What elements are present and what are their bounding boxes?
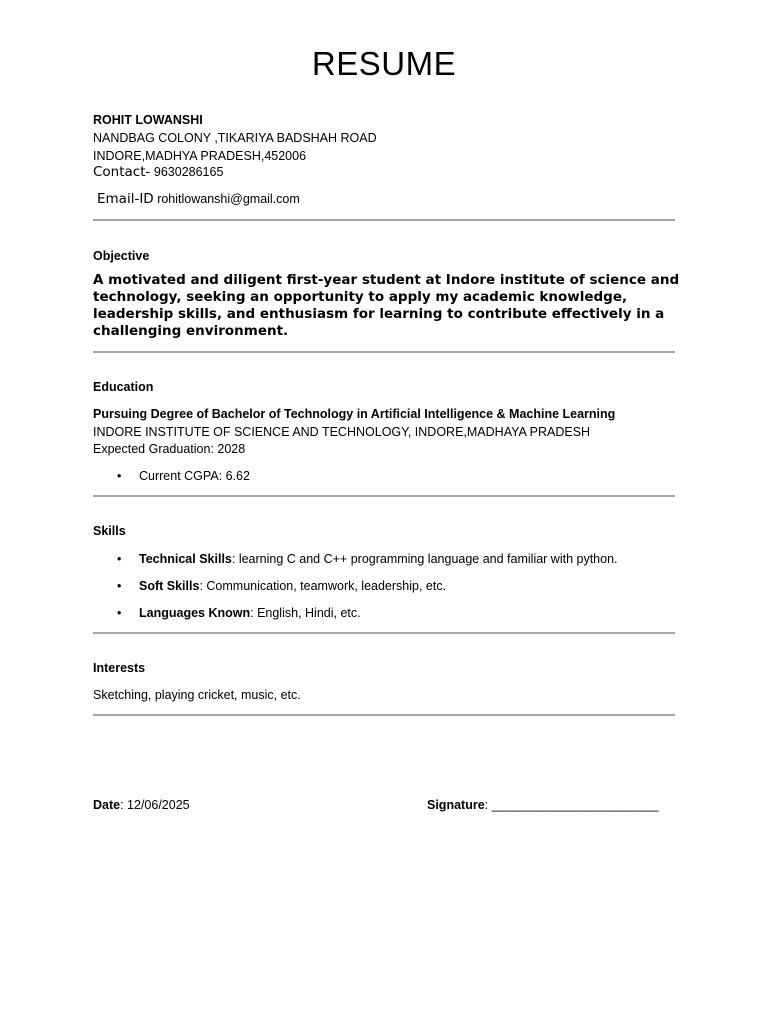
skill-item <box>117 578 446 594</box>
education-cgpa-item <box>117 468 250 484</box>
contact-label: Contact- <box>93 164 151 180</box>
education-heading: Education <box>93 380 154 394</box>
contact-phone: 9630286165 <box>153 165 224 179</box>
objective-text: A motivated and diligent first-year student at Indore institute of science and technology, seeking an opportunity to apply my academic knowledge, leadership skills, and enthusiasm for learning to contribute effectively in a challenging environment. <box>93 272 680 339</box>
signature-line <box>427 797 658 813</box>
skill-item <box>117 605 361 621</box>
skill-label: Soft Skills <box>139 579 200 593</box>
education-cgpa: Current CGPA: 6.62 <box>139 469 250 483</box>
education-degree: Pursuing Degree of Bachelor of Technology in Artificial Intelligence & Machine Learning <box>93 407 616 421</box>
skill-text: : English, Hindi, etc. <box>250 606 361 620</box>
skill-label: Technical Skills <box>139 552 232 566</box>
education-graduation: Expected Graduation: 2028 <box>93 442 246 456</box>
divider-education <box>93 495 675 497</box>
skill-label: Languages Known <box>139 606 251 620</box>
bullet-icon: • <box>117 606 122 620</box>
address-line-1: NANDBAG COLONY ,TIKARIYA BADSHAH ROAD <box>93 131 377 145</box>
date-value: : 12/06/2025 <box>120 798 190 812</box>
email-line <box>97 191 300 208</box>
skills-heading: Skills <box>93 524 126 538</box>
interests-text: Sketching, playing cricket, music, etc. <box>93 688 301 702</box>
email-address: rohitlowanshi@gmail.com <box>157 192 300 206</box>
date-line <box>93 797 190 813</box>
bullet-icon: • <box>117 469 122 483</box>
divider-skills <box>93 632 675 634</box>
skill-text: : learning C and C++ programming language and familiar with python. <box>231 552 618 566</box>
bullet-icon: • <box>117 552 122 566</box>
interests-heading: Interests <box>93 661 146 675</box>
divider-header <box>93 219 675 221</box>
divider-interests <box>93 714 675 716</box>
skill-item <box>117 551 618 567</box>
education-institute: INDORE INSTITUTE OF SCIENCE AND TECHNOLOGY, INDORE,MADHAYA PRADESH <box>93 425 591 439</box>
skill-text: : Communication, teamwork, leadership, etc. <box>199 579 447 593</box>
applicant-name: ROHIT LOWANSHI <box>93 113 203 127</box>
divider-objective <box>93 351 675 353</box>
contact-line <box>93 164 223 181</box>
objective-heading: Objective <box>93 249 150 263</box>
bullet-icon: • <box>117 579 122 593</box>
email-label: Email-ID <box>97 191 154 207</box>
document-title: RESUME <box>311 45 457 82</box>
signature-blank: : ________________________ <box>484 798 659 812</box>
signature-label: Signature <box>427 798 485 812</box>
address-line-2: INDORE,MADHYA PRADESH,452006 <box>93 149 307 163</box>
date-label: Date <box>93 798 121 812</box>
